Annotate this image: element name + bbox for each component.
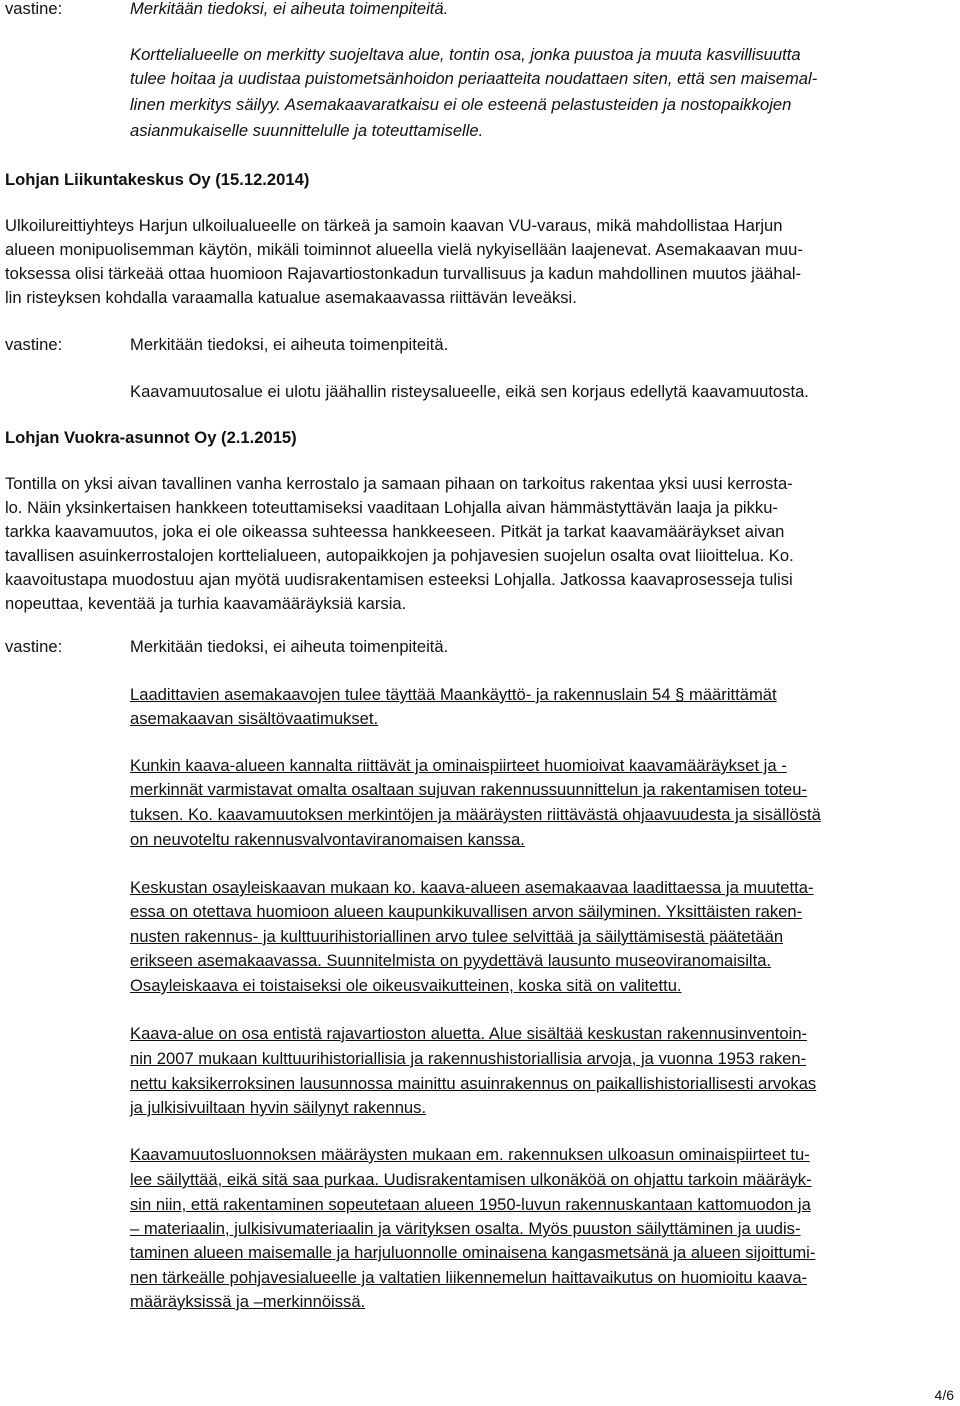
note-line: asianmukaiselle suunnittelulle ja toteuttamiselle. xyxy=(130,121,484,140)
response-paragraph-line: nusten rakennus- ja kulttuurihistoriallinen arvo tulee selvittää ja säilyttämisestä päätetään xyxy=(130,927,784,946)
response-paragraph-line: nin 2007 mukaan kulttuurihistoriallisia ja rakennushistoriallisia arvoja, ja vuonna 1953 raken- xyxy=(130,1049,807,1068)
response-paragraph-line: taminen alueen maisemalle ja harjuluonnolle ominaisena kangasmetsänä ja alueen sijoittumi- xyxy=(130,1243,816,1262)
statement-line: nopeuttaa, keventää ja turhia kaavamääräyksiä karsia. xyxy=(5,594,407,613)
response-label: vastine: xyxy=(5,0,63,18)
statement-line: tarkka kaavamuutos, joka ei ole oikeassa suhteessa hankkeeseen. Pitkät ja tarkat kaavamääräykset aivan xyxy=(5,522,785,541)
response-paragraph-line: merkinnät varmistavat omalta osaltaan sujuvan rakennussuunnittelun ja rakentamisen toteu- xyxy=(130,780,808,799)
response-paragraph-line: tuksen. Ko. kaavamuutoksen merkintöjen ja määräysten riittävästä ohjaavuudesta ja sisällöstä xyxy=(130,805,821,824)
statement-line: lin risteyksen kohdalla varaamalla katualue asemakaavassa riittävän leveäksi. xyxy=(5,288,577,307)
response-text: Merkitään tiedoksi, ei aiheuta toimenpiteitä. xyxy=(130,637,449,656)
response-paragraph-line: Keskustan osayleiskaavan mukaan ko. kaava-alueen asemakaavaa laadittaessa ja muutetta- xyxy=(130,878,814,897)
statement-line: toksessa olisi tärkeää ottaa huomioon Rajavartiostonkadun turvallisuus ja kadun mahdollinen muutos jäähal- xyxy=(5,264,802,283)
section-title: Lohjan Vuokra-asunnot Oy (2.1.2015) xyxy=(5,428,297,447)
response-paragraph-line: erikseen asemakaavassa. Suunnitelmista on pyydettävä lausunto museoviranomaisilta. xyxy=(130,951,772,970)
statement-line: lo. Näin yksinkertaisen hankkeen toteuttamiseksi vaaditaan Lohjalla aivan hämmästyttävän laaja ja pikku- xyxy=(5,498,778,517)
response-paragraph-line: Kaavamuutosluonnoksen määräysten mukaan em. rakennuksen ulkoasun ominaispiirteet tu- xyxy=(130,1145,810,1164)
response-paragraph-line: lee säilyttää, eikä sitä saa purkaa. Uudisrakentamisen ulkonäköä on ohjattu tarkoin määräyk- xyxy=(130,1170,812,1189)
response-paragraph-line: Osayleiskaava ei toistaiseksi ole oikeusvaikutteinen, koska sitä on valitettu. xyxy=(130,976,682,995)
response-paragraph-line: Kunkin kaava-alueen kannalta riittävät ja ominaispiirteet huomioivat kaavamääräykset ja - xyxy=(130,756,787,775)
response-text: Merkitään tiedoksi, ei aiheuta toimenpiteitä. xyxy=(130,335,449,354)
statement-line: alueen monipuolisemman käytön, mikäli toiminnot alueella vielä nykyisellään laajenevat. Asemakaavan muu- xyxy=(5,240,803,259)
statement-line: Ulkoilureittiyhteys Harjun ulkoilualueelle on tärkeä ja samoin kaavan VU-varaus, mikä mahdollistaa Harjun xyxy=(5,216,783,235)
page-number: 4/6 xyxy=(934,1387,954,1403)
note-line: Korttelialueelle on merkitty suojeltava alue, tontin osa, jonka puustoa ja muuta kasvillisuutta xyxy=(130,45,801,64)
response-paragraph-line: määräyksissä ja –merkinnöissä. xyxy=(130,1292,366,1311)
statement-line: tavallisen asuinkerrostalojen korttelialueen, autopaikkojen ja pohjavesien suojelun osalta ovat liioittelua. Ko. xyxy=(5,546,794,565)
statement-line: kaavoitustapa muodostuu ajan myötä uudisrakentamisen esteeksi Lohjalla. Jatkossa kaavaprosesseja tulisi xyxy=(5,570,793,589)
response-paragraph-line: nen tärkeälle pohjavesialueelle ja valtatien liikennemelun haittavaikutus on huomioitu kaava- xyxy=(130,1268,808,1287)
response-paragraph-line: Laadittavien asemakaavojen tulee täyttää Maankäyttö- ja rakennuslain 54 § määrittämät xyxy=(130,685,777,704)
statement-line: Tontilla on yksi aivan tavallinen vanha kerrostalo ja samaan pihaan on tarkoitus rakentaa yksi uusi kerrosta- xyxy=(5,474,793,493)
note-line: linen merkitys säilyy. Asemakaavaratkaisu ei ole esteenä pelastusteiden ja nostopaikkojen xyxy=(130,95,792,114)
response-label: vastine: xyxy=(5,637,63,656)
response-paragraph-line: sin niin, että rakentaminen sopeutetaan alueen 1950-luvun rakennuskantaan kattomuodon ja xyxy=(130,1195,811,1214)
response-paragraph-line: ja julkisivuiltaan hyvin säilynyt rakennus. xyxy=(130,1098,427,1117)
response-label: vastine: xyxy=(5,335,63,354)
response-note: Kaavamuutosalue ei ulotu jäähallin risteysalueelle, eikä sen korjaus edellytä kaavamuutosta. xyxy=(130,382,809,401)
response-paragraph-line: – materiaalin, julkisivumateriaalin ja värityksen osalta. Myös puuston säilyttäminen ja uudis- xyxy=(130,1219,801,1238)
note-line: tulee hoitaa ja uudistaa puistometsänhoidon periaatteita noudattaen siten, että sen maisemal- xyxy=(130,69,818,88)
response-paragraph-line: nettu kaksikerroksinen lausunnossa mainittu asuinrakennus on paikallishistoriallisesti arvokas xyxy=(130,1074,817,1093)
response-paragraph-line: asemakaavan sisältövaatimukset. xyxy=(130,709,379,728)
response-paragraph-line: Kaava-alue on osa entistä rajavartioston aluetta. Alue sisältää keskustan rakennusinventoin- xyxy=(130,1024,808,1043)
response-paragraph-line: on neuvoteltu rakennusvalvontaviranomaisen kanssa. xyxy=(130,830,525,849)
section-title: Lohjan Liikuntakeskus Oy (15.12.2014) xyxy=(5,170,310,189)
response-text: Merkitään tiedoksi, ei aiheuta toimenpiteitä. xyxy=(130,0,449,18)
response-paragraph-line: essa on otettava huomioon alueen kaupunkikuvallisen arvon säilyminen. Yksittäisten raken- xyxy=(130,902,803,921)
